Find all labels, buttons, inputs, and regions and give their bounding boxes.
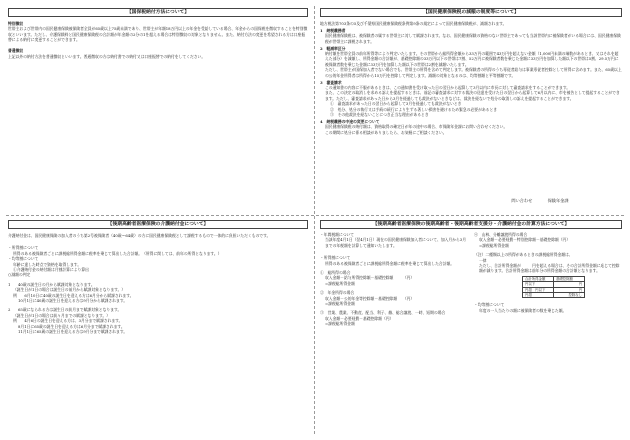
panel-body [320,21,622,135]
text-line: 収入金額－公的年金等控除額－基礎控除額 （円） [325,295,415,301]
text-line: 収入金額－必要経費－基礎控除額（円） [325,315,394,321]
deduction-table [522,276,585,299]
text-line: （誕生日が1日の場合は前々月までの賦課となります。） [13,312,111,318]
text-line: ・所得割について [320,255,351,261]
panel-body-left [320,232,468,327]
table-row [523,293,585,298]
table-cell: 円 [554,287,585,292]
text-line: ただし、合計所得金額が 円を超える場合は、その合計所得金額に応じて控除額が減ります。合計所得金額は前年分の所得金額の合計額となります。 [479,263,620,274]
table-cell: 円超 [523,293,554,298]
text-line: 介護納付金は、国民健康保険の加入者のうち第2号被保険者（40歳～64歳）の方に国民健康保険税として課税するもので一体的に負担いただくものです。 [8,233,271,238]
text-line: 例 6月10日に40歳の誕生日を迎える方は6月分から賦課されます。 [13,292,134,298]
footer-heading: ・均等割について [474,302,505,308]
text-line: ② 年金所得の場合 [320,290,355,296]
text-line: 納付額を世帯全員の前年所得等により判定いたします。その世帯から総所得金額から33万円の範囲で43万円を超えない金額（1,000円未満の端数があるとき、又はそれを超えた部分）を減額し、所得金額の合計額が、基礎控除額の33万円以下の世帯は7割、52万円に被保険者数を乗じた金額に33万円を加算した額以下の世帯は5割、29.5万円に被保険者数を乗じた金額に33万円を加算した額以下の世帯は2割を減額いたします。 [325,51,619,67]
text-line: 国民健康保険税は、被保険者の属する世帯主に対して賦課されます。なお、国民健康保険の資格のない世帯主であっても当該世帯内に被保険者がいる場合には、国民健康保険税が世帯主に課税されます。 [325,33,621,44]
text-line: 国民健康保険税の納付額は、資格取得の確定日が年の途中の場合、市保険年金課にお問い合わせください。 [325,124,508,130]
text-line: =課税総所得金額 [325,321,355,327]
text-line: ・年間税額について [320,232,355,237]
text-line: （注）二種類以上の所得があるときの課税総所得金額は、 [474,252,573,258]
footer-text: 年度の一人当たりの額に被保険者の数を乗じた額。 [479,307,567,313]
text-line: 8月1日に65歳の誕生日を迎える方は6月分まで賦課されます。 [18,323,125,329]
text-line: 年齢に達した時点で資格を取得します。 [13,261,82,267]
text-line: 世帯主および世帯内の国民健康保険被保険者全員が65歳以上75歳未満であり、世帯主が年額18万円以上の年金を受給している場合、年金からの国保税を徴収することを特別徴収といいます。ただし、介護保険料と国民健康保険税の合計額が年金額の2分の1を超える場合は特別徴収の対象となりません。また、納付方法の変更を希望される方は口座振替による納付に変更することができます。 [8,26,308,43]
text-line: =課税総所得金額 [325,301,355,307]
section-heading: 普通徴収 [8,48,24,54]
text-line: ①介護納付金の納付額は月割計算により算出 [13,267,89,273]
text-line: 一律 [479,257,487,263]
panel-title: 【後期高齢者医療保険の後期高齢者・後期高齢者支援分・介護納付金の計算方法について】 [320,220,622,229]
table-header-cell: 合計所得金額 [523,276,554,281]
text-line: この期間に処分に係る相談がありましたら、お気軽にご相談ください。 [325,129,447,135]
table-cell: 円以下 [523,282,554,287]
table-cell: 円 [554,282,585,287]
text-line: ○減額の判定 [8,272,31,278]
panel-title: 【後期高齢者医療保険の介護納付金について】 [8,220,308,229]
panel-care-payment [8,220,308,434]
text-line: ② 処分、処分の執行又は手続の続行により生ずる著しい損害を避けるため緊急の必要があるとき [330,106,498,112]
section-heading: 4 納税義務の中途の変更について [320,118,380,124]
text-line: 11月1日に65歳の誕生日を迎える方は9月分まで賦課されます。 [18,329,128,335]
spacer [320,248,468,255]
text-line: ・均等割について [8,256,39,262]
panel-body-right [474,232,622,313]
text-line: ③ その他裁決を経ないことにつき正当な理由があるとき [330,112,429,117]
text-line: =課税総所得金額 [325,280,355,286]
section-heading: 2 軽減率区分 [320,45,346,51]
text-line: 当該年度4月1日（翌4月1日）現在の国民健康保険加入者について、加入月から3月までの年税額を計算して通知いたします。 [325,237,467,248]
panel-body-right-text [474,232,622,274]
table-cell: 控除なし [554,293,585,298]
contact-label: 問い合わせ [511,198,533,203]
table-header-cell: 基礎控除額 [554,276,585,281]
spacer [8,43,308,47]
section-heading: 3 審査請求 [320,79,342,85]
panel-calculation-method [320,220,622,434]
text-line: ④ 山林、分離譲渡所得の場合 [474,232,528,237]
section-heading: 特別徴収 [8,21,24,26]
text-line: ・所得割について [8,245,39,251]
text-line: 収入金額－必要経費－特別控除額－基礎控除額（円） [479,237,571,243]
panel-reduction-system [320,8,622,210]
text-line: 上記以外の納付方法を普通徴収といいます。普通徴収の方は納付書での納付又は口座振替での納付をしてください。 [8,53,206,59]
panel-body [8,233,308,335]
text-line: ただし、世帯主が国保加入者でない場合でも、世帯主の所得を含めて判定します。被保険者の所得のうち専従者給与は事業専従者控除として所得に含めます。また、65歳以上の公的年金所得者は所得から15万円を控除して判定します。減額の対象となるのは、均等割額と平等割額です。 [325,67,622,78]
contact-info [460,198,620,204]
table-cell: 円超 円以下 [523,287,554,292]
text-line: また、この決定の取消しを求める訴えを提起するときは、前記の審査請求に対する裁決の送達を受けた日の翌日から起算して6月以内に、市を被告として提起することができます。ただし、審査請求があった日から3月を経過しても裁決がないときなどは、裁決を経ないで処分の取消しの訴えを提起することができます。 [325,90,620,101]
horizontal-fold-line [6,215,624,216]
panel-payment-method [8,8,308,210]
vertical-fold-line [314,6,315,434]
text-line: ① 審査請求があった日の翌日から起算して3月を経過しても裁決がないとき [330,101,462,107]
text-line: 地方税法第703条の5及び千葉県国民健康保険税条例第9条の規定によって国民健康保険税が、減額されます。 [320,21,507,26]
text-line: 所得のある被保険者ごとに課税総所得金額に税率を乗じて算出した合計額。 [325,260,455,266]
panel-body [8,21,308,59]
spacer [8,238,308,245]
panel-title: 【国保税納付方法について】 [8,8,308,17]
text-line: ③ 営業、農業、不動産、配当、利子、雑、総合譲渡、一時、短期の場合 [320,310,446,316]
text-line: ① 総所得の場合 [320,270,351,276]
text-line: 所得のある被保険者ごとに課税総所得金額に税率を乗じて算出した合計額。（所得に関しては、前年の所得となります。） [13,250,222,256]
text-line: 10月1日に40歳の誕生日を迎える方は9月分から賦課されます。 [18,298,128,304]
text-line: 例 4月6日の誕生日を迎える方は、3月分まで賦課されます。 [13,318,123,324]
text-line: 収入金額－給与所得控除額－基礎控除額 （円） [325,275,415,281]
contact-value: 保険年金課 [547,198,569,203]
text-line: 2 65歳になられる方は誕生日の前月まで賦課対象となります。 [8,307,122,313]
text-line: 1 40歳の誕生日の月から賦課対象となります。 [8,281,95,287]
text-line: この通知書の内容に不服があるときは、この通知書を受け取った日の翌日から起算して3月以内に市長に対して審査請求をすることができます。 [325,84,571,90]
text-line: （誕生日が1日の場合は誕生日の前月から賦課対象となります。） [13,287,126,293]
panel-title: 【国民健康保険税の減額の制度等について】 [320,8,622,17]
text-line: =課税総所得金額 [479,242,509,248]
section-heading: 1 納税義務者 [320,27,346,33]
